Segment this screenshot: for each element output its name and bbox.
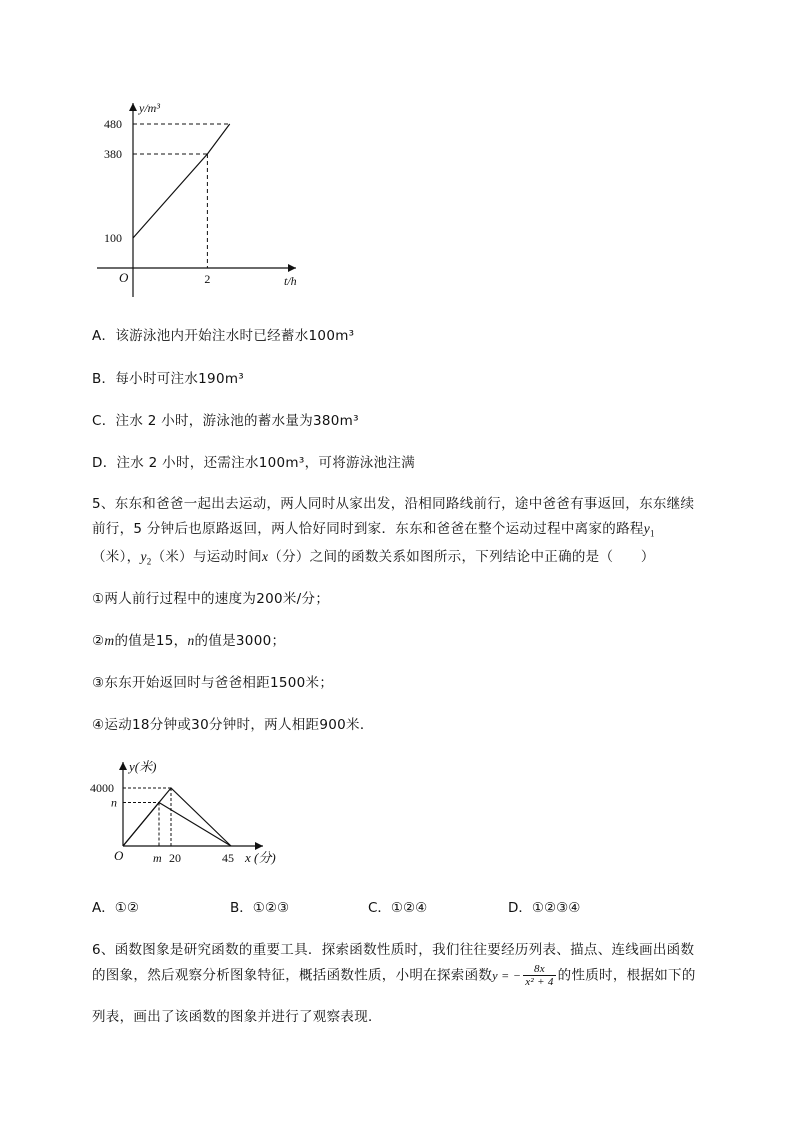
chart1-ytick-0: 100 bbox=[104, 231, 122, 245]
q6-line2-a: 的图象，然后观察分析图象特征，概括函数性质，小明在探索函数 bbox=[92, 967, 493, 984]
chart1-y-arrow bbox=[129, 103, 137, 111]
q6-line3: 列表，画出了该函数的图象并进行了观察表现． bbox=[92, 1009, 382, 1025]
chart1-origin: O bbox=[119, 270, 129, 285]
q5-option-a: A．①② bbox=[92, 900, 139, 916]
q5-statement-3: ③东东开始返回时与爸爸相距1500米； bbox=[92, 675, 334, 691]
q4-option-d: D．注水 2 小时，还需注水100m³，可将游泳池注满 bbox=[92, 455, 415, 471]
chart2-xtick-20: 20 bbox=[169, 851, 181, 865]
q5-stem-line3 bbox=[92, 545, 655, 567]
q5-statement-2-c: 的值是3000； bbox=[194, 633, 286, 649]
chart2-y-arrow bbox=[119, 762, 127, 770]
q5-statement-2 bbox=[92, 629, 285, 649]
q5-statement-1: ①两人前行过程中的速度为200米/分； bbox=[92, 591, 330, 607]
chart1-ytick-1: 380 bbox=[104, 147, 122, 161]
q5-stem-line3-b: （米）与运动时间 bbox=[151, 549, 262, 565]
var-n: n bbox=[187, 633, 195, 648]
q6-line2 bbox=[92, 963, 696, 988]
q6-line1: 6、函数图象是研究函数的重要工具．探索函数性质时，我们往往要经历列表、描点、连线画出函数 bbox=[92, 942, 695, 958]
q5-statement-2-a: ② bbox=[92, 633, 105, 649]
var-y1-sub: 1 bbox=[649, 528, 655, 539]
var-y2: y bbox=[140, 549, 147, 564]
chart1-ytick-2: 480 bbox=[104, 117, 122, 131]
chart2-xtick-45: 45 bbox=[222, 851, 234, 865]
q4-option-a: A．该游泳池内开始注水时已经蓄水100m³ bbox=[92, 328, 355, 344]
q4-option-c: C．注水 2 小时，游泳池的蓄水量为380m³ bbox=[92, 413, 359, 429]
chart2-series-y2 bbox=[123, 803, 231, 847]
chart2-series-y1 bbox=[123, 788, 231, 846]
q5-option-d: D．①②③④ bbox=[508, 900, 581, 916]
var-y1: y bbox=[643, 521, 650, 536]
q5-statement-4: ④运动18分钟或30分钟时，两人相距900米． bbox=[92, 717, 374, 733]
q5-stem-line1: 5、东东和爸爸一起出去运动，两人同时从家出发，沿相同路线前行，途中爸爸有事返回，东东继续 bbox=[92, 496, 695, 512]
var-y2-sub: 2 bbox=[146, 556, 152, 567]
q6-func-lhs: y = − bbox=[492, 968, 522, 983]
chart1-series-line bbox=[133, 124, 230, 238]
q6-func-fraction bbox=[523, 963, 555, 988]
chart2-ytick-n: n bbox=[111, 795, 117, 810]
q6-func-denominator: x² + 4 bbox=[525, 976, 554, 988]
var-m: m bbox=[104, 633, 115, 648]
chart1-xtick-0: 2 bbox=[204, 272, 211, 286]
q6-line2-b: 的性质时，根据如下的 bbox=[557, 967, 696, 984]
q5-stem-line3-a: （米）， bbox=[92, 549, 141, 565]
var-x: x bbox=[261, 549, 269, 564]
chart2-xlabel: x (分) bbox=[245, 850, 276, 865]
q5-stem-line2-text: 前行，5 分钟后也原路返回，两人恰好同时到家．东东和爸爸在整个运动过程中离家的路程 bbox=[92, 521, 644, 537]
chart1-ylabel: y/m³ bbox=[139, 101, 160, 115]
q5-option-c: C．①②④ bbox=[368, 900, 428, 916]
q5-option-b: B．①②③ bbox=[230, 900, 290, 916]
chart2-ytick-4000: 4000 bbox=[90, 781, 114, 795]
q6-func-numerator: 8x bbox=[523, 963, 555, 976]
q4-option-b: B．每小时可注水190m³ bbox=[92, 371, 244, 387]
chart1-xlabel: t/h bbox=[284, 274, 297, 288]
chart1-x-arrow bbox=[288, 264, 296, 272]
chart2-ylabel: y(米) bbox=[129, 759, 157, 774]
chart2-origin: O bbox=[114, 848, 124, 863]
q5-stem-line2 bbox=[92, 517, 655, 539]
chart2-x-arrow bbox=[255, 842, 263, 850]
q5-stem-line3-c: （分）之间的函数关系如图所示，下列结论中正确的是（ ） bbox=[268, 549, 655, 565]
chart2-xtick-m: m bbox=[153, 851, 162, 865]
q5-statement-2-b: 的值是15， bbox=[114, 633, 188, 649]
